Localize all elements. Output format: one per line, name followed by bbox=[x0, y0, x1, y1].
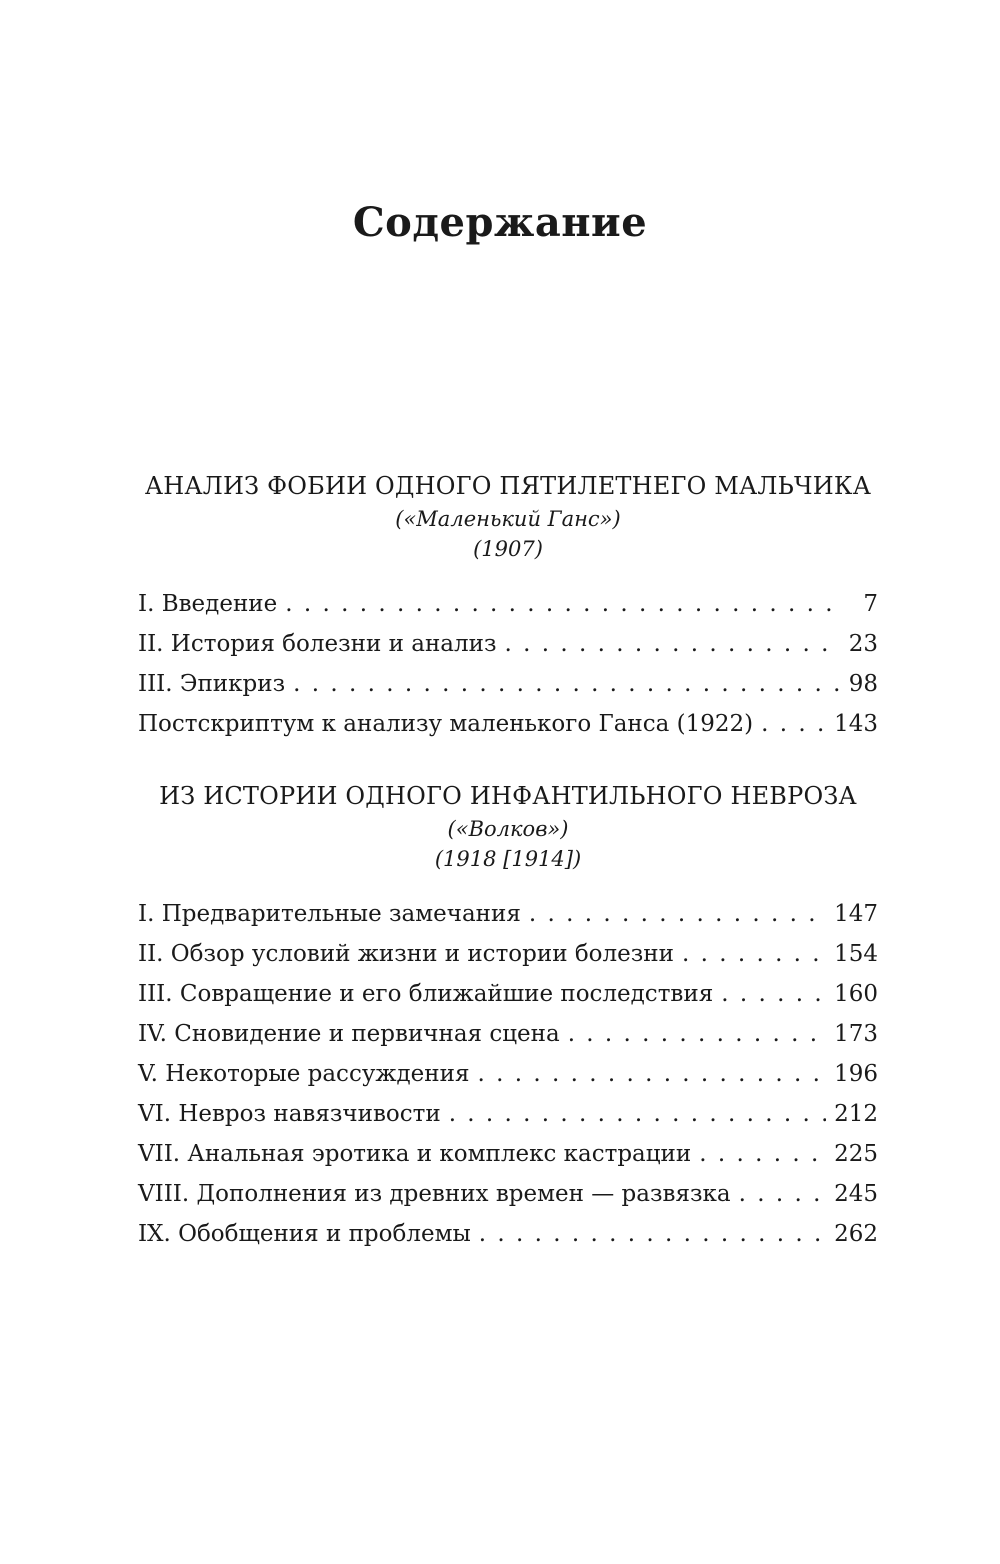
toc-entry-page: 147 bbox=[834, 901, 878, 927]
toc-entry[interactable] bbox=[138, 584, 878, 624]
toc-entry[interactable] bbox=[138, 1174, 878, 1214]
dot-leader bbox=[682, 934, 826, 974]
toc-entry-page: 7 bbox=[863, 591, 878, 617]
dot-leader bbox=[739, 1174, 826, 1214]
toc-section-wolf-man bbox=[138, 778, 878, 1254]
toc-entry-label: III. Эпикриз bbox=[138, 664, 293, 704]
dot-leader bbox=[505, 624, 841, 664]
dot-leader bbox=[449, 1094, 826, 1134]
section-heading: АНАЛИЗ ФОБИИ ОДНОГО ПЯТИЛЕТНЕГО МАЛЬЧИКА bbox=[144, 472, 872, 500]
toc-entry-label: Постскриптум к анализу маленького Ганса (1922) bbox=[138, 704, 761, 744]
toc-entry-label: IV. Сновидение и первичная сцена bbox=[138, 1014, 568, 1054]
toc-entry-page: 262 bbox=[834, 1221, 878, 1247]
toc-entry-list bbox=[138, 584, 878, 744]
toc-entry-page: 160 bbox=[834, 981, 878, 1007]
toc-entry[interactable] bbox=[138, 1094, 878, 1134]
toc-entry[interactable] bbox=[138, 1134, 878, 1174]
dot-leader bbox=[568, 1014, 826, 1054]
toc-entry[interactable] bbox=[138, 894, 878, 934]
dot-leader bbox=[285, 584, 846, 624]
toc-entry-label: II. Обзор условий жизни и истории болезни bbox=[138, 934, 682, 974]
toc-entry-label: II. История болезни и анализ bbox=[138, 624, 505, 664]
toc-entry[interactable] bbox=[138, 1054, 878, 1094]
section-subtitle: («Волков») bbox=[447, 817, 569, 841]
toc-entry-page: 212 bbox=[834, 1101, 878, 1127]
section-heading: ИЗ ИСТОРИИ ОДНОГО ИНФАНТИЛЬНОГО НЕВРОЗА bbox=[159, 782, 857, 810]
dot-leader bbox=[721, 974, 826, 1014]
toc-entry[interactable] bbox=[138, 1014, 878, 1054]
toc-entry-label: IX. Обобщения и проблемы bbox=[138, 1214, 479, 1254]
toc-entry-page: 245 bbox=[834, 1181, 878, 1207]
dot-leader bbox=[529, 894, 826, 934]
dot-leader bbox=[477, 1054, 826, 1094]
toc-entry-label: I. Введение bbox=[138, 584, 285, 624]
toc-entry-page: 98 bbox=[848, 671, 878, 697]
toc-entry-page: 173 bbox=[834, 1021, 878, 1047]
toc-entry-page: 143 bbox=[834, 711, 878, 737]
toc-entry-page: 23 bbox=[848, 631, 878, 657]
section-year: (1918 [1914]) bbox=[434, 847, 582, 871]
page-title: Содержание bbox=[352, 198, 648, 246]
toc-entry[interactable] bbox=[138, 704, 878, 744]
toc-entry-list bbox=[138, 894, 878, 1254]
dot-leader bbox=[761, 704, 826, 744]
toc-entry-label: VI. Невроз навязчивости bbox=[138, 1094, 449, 1134]
toc-entry-label: V. Некоторые рассуждения bbox=[138, 1054, 477, 1094]
section-year: (1907) bbox=[473, 537, 543, 561]
toc-entry[interactable] bbox=[138, 664, 878, 704]
toc-entry-page: 196 bbox=[834, 1061, 878, 1087]
dot-leader bbox=[699, 1134, 826, 1174]
dot-leader bbox=[293, 664, 841, 704]
toc-entry-page: 225 bbox=[834, 1141, 878, 1167]
toc-section-little-hans bbox=[138, 468, 878, 744]
toc-entry-label: VII. Анальная эротика и комплекс кастрации bbox=[138, 1134, 699, 1174]
toc-entry[interactable] bbox=[138, 974, 878, 1014]
toc-entry-label: VIII. Дополнения из древних времен — развязка bbox=[138, 1174, 739, 1214]
toc-entry-label: III. Совращение и его ближайшие последствия bbox=[138, 974, 721, 1014]
toc-entry-label: I. Предварительные замечания bbox=[138, 894, 529, 934]
dot-leader bbox=[479, 1214, 826, 1254]
toc-entry-page: 154 bbox=[834, 941, 878, 967]
section-subtitle: («Маленький Ганс») bbox=[395, 507, 621, 531]
toc-entry[interactable] bbox=[138, 1214, 878, 1254]
toc-entry[interactable] bbox=[138, 934, 878, 974]
toc-entry[interactable] bbox=[138, 624, 878, 664]
